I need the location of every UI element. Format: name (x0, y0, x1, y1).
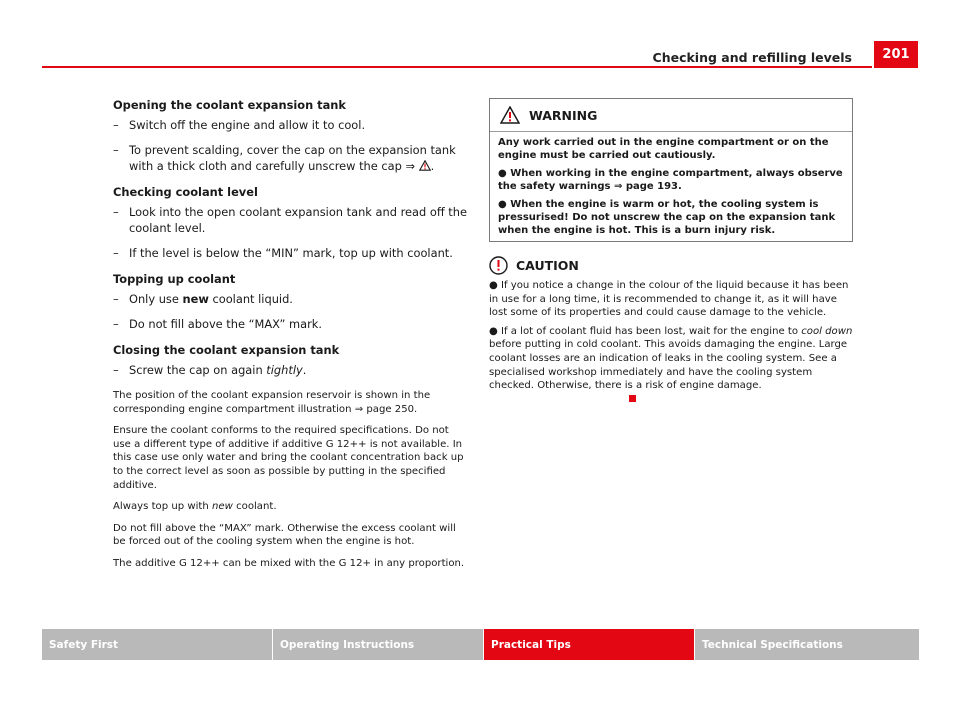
page-number: 201 (874, 41, 918, 68)
step-max-mark: – Do not fill above the “MAX” mark. (113, 316, 468, 332)
step-new-pre: Only use (129, 292, 179, 306)
para-specifications: Ensure the coolant conforms to the required specifications. Do not use a different type of additive if additive G 12++ is not available. In this case use only water and bring the coolant concentration back up to the correct level as soon as possible by putting in the specified additive. (113, 425, 464, 491)
step-screw-italic: tightly (266, 363, 303, 377)
step-new-liquid (113, 291, 468, 307)
step-level-below: – If the level is below the “MIN” mark, top up with coolant. (113, 245, 468, 261)
tab-safety-first[interactable]: Safety First (42, 629, 273, 660)
para-max: Do not fill above the “MAX” mark. Otherwise the excess coolant will be forced out of the cooling system when the engine is hot. (113, 522, 456, 548)
left-column (113, 98, 468, 579)
warning-p3: ● When the engine is warm or hot, the cooling system is pressurised! Do not unscrew the cap on the expansion tank when the engine is hot. This is a burn injury risk. (498, 199, 836, 236)
step-look-into: – Look into the open coolant expansion tank and read off the coolant level. (113, 204, 468, 236)
tab-technical-specifications[interactable]: Technical Specifications (695, 629, 919, 660)
heading-topping: Topping up coolant (113, 272, 236, 286)
step-screw-pre: Screw the cap on again (129, 363, 263, 377)
heading-opening: Opening the coolant expansion tank (113, 98, 346, 112)
para-always-new (113, 500, 468, 514)
warning-title: WARNING (529, 107, 598, 123)
warning-triangle-icon (500, 106, 520, 124)
caution-p2-italic: cool down (801, 325, 853, 337)
warning-p2-text: When working in the engine compartment, always observe the safety warnings ⇒ page 193. (498, 168, 843, 192)
warning-p2: ● When working in the engine compartment, always observe the safety warnings ⇒ page 193. (498, 168, 843, 192)
step-new-post: coolant liquid. (212, 292, 293, 306)
para-always-pre: Always top up with (113, 501, 209, 513)
para-position: The position of the coolant expansion reservoir is shown in the corresponding engine compartment illustration ⇒ page 250. (113, 390, 431, 415)
para-always-italic: new (212, 501, 233, 513)
caution-p2-pre: If a lot of coolant fluid has been lost, wait for the engine to (501, 325, 799, 337)
para-always-post: coolant. (236, 501, 277, 513)
tab-practical-tips[interactable]: Practical Tips (484, 629, 695, 660)
warning-triangle-icon (419, 160, 431, 171)
warning-box (489, 98, 853, 242)
warning-p1: Any work carried out in the engine compartment or on the engine must be carried out cautiously. (498, 137, 829, 161)
caution-p1: ● If you notice a change in the colour of the liquid because it has been in use for a long time, it is recommended to change it, as it will have lost some of its properties and could cause damage to the vehicle. (489, 280, 849, 319)
caution-p1-text: If you notice a change in the colour of the liquid because it has been in use for a long time, it is recommended to change it, as it will have lost some of its properties and could cause damage to the vehicle. (489, 280, 849, 319)
chapter-tabs (42, 629, 919, 660)
caution-p2-post: before putting in cold coolant. This avoids damaging the engine. Large coolant losses are an indication of leaks in the cooling system. See a specialised workshop immediately and have the cooling system checked. Otherwise, there is a risk of engine damage. (489, 339, 848, 392)
step-new-bold: new (182, 292, 209, 306)
section-end-marker (629, 395, 636, 402)
step-cover-cap-text: To prevent scalding, cover the cap on the expansion tank with a thick cloth and carefully unscrew the cap ⇒ (129, 143, 456, 173)
step-screw-cap: – Screw the cap on again tightly. (113, 362, 468, 378)
para-additive: The additive G 12++ can be mixed with the G 12+ in any proportion. (113, 557, 465, 569)
right-column (489, 98, 853, 411)
caution-body (489, 279, 853, 406)
caution-title: CAUTION (516, 258, 579, 273)
heading-checking: Checking coolant level (113, 185, 258, 199)
caution-header (489, 256, 853, 275)
heading-closing: Closing the coolant expansion tank (113, 343, 340, 357)
header-rule (42, 66, 872, 68)
step-cover-cap: – To prevent scalding, cover the cap on the expansion tank with a thick cloth and carefully unscrew the cap ⇒ . (113, 142, 468, 174)
step-switch-off: – Switch off the engine and allow it to cool. (113, 117, 468, 133)
warning-p3-text: When the engine is warm or hot, the cooling system is pressurised! Do not unscrew the cap on the expansion tank when the engine is hot. This is a burn injury risk. (498, 199, 836, 236)
caution-p2: ● If a lot of coolant fluid has been lost, wait for the engine to cool down before putting in cold coolant. This avoids damaging the engine. Large coolant losses are an indication of leaks in the cooling system. See a specialised workshop immediately and have the cooling system checked. Otherwise, there is a risk of engine damage. (489, 325, 853, 407)
tab-operating-instructions[interactable]: Operating Instructions (273, 629, 484, 660)
caution-icon (489, 256, 508, 275)
warning-header (490, 99, 852, 132)
warning-body (490, 132, 852, 241)
header-title: Checking and refilling levels (652, 50, 852, 65)
